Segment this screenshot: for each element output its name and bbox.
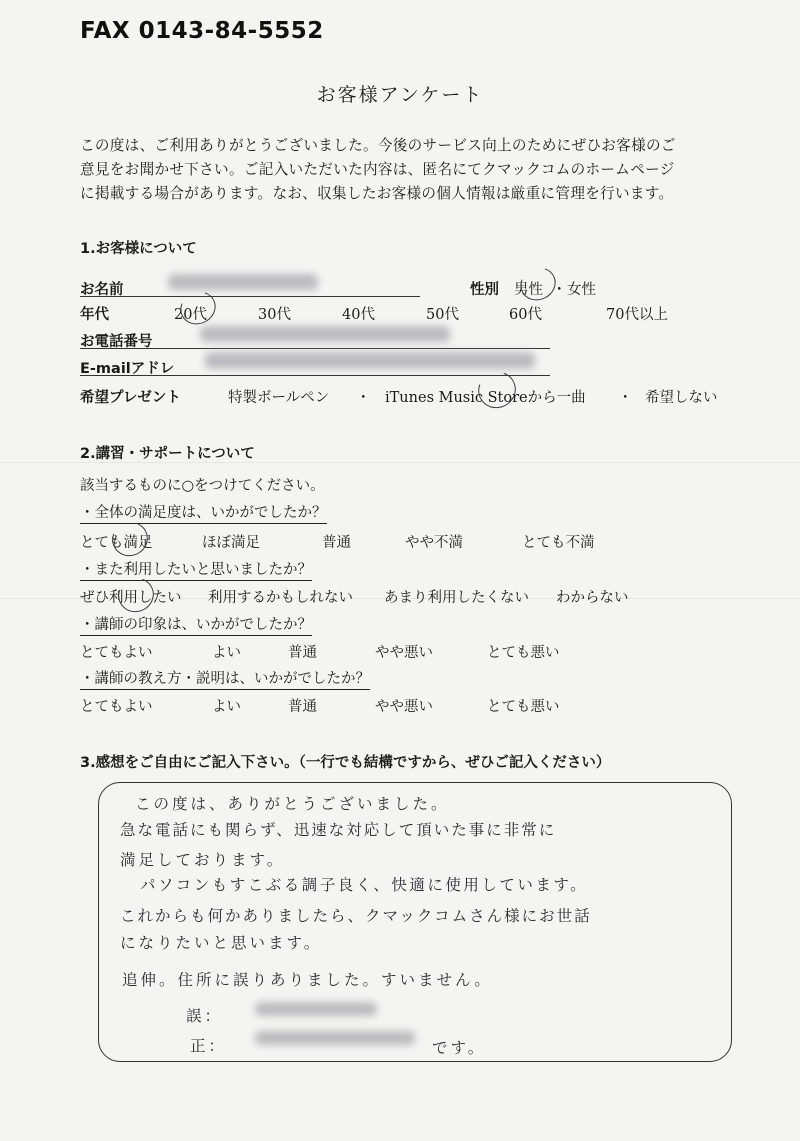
q2-option-maybe[interactable]: 利用するかもしれない xyxy=(208,590,353,606)
comment-line: 追伸。住所に誤りありました。すいません。 xyxy=(122,971,493,989)
q1-option-somewhat-dissatisfied[interactable]: やや不満 xyxy=(405,535,463,551)
q4-option-good[interactable]: よい xyxy=(212,699,241,715)
age-option-60s[interactable]: 60代 xyxy=(509,307,542,323)
section2-heading: 2.講習・サポートについて xyxy=(80,446,255,462)
gender-label: 性別 xyxy=(470,282,499,298)
comment-line: これからも何かありましたら、クマックコムさん様にお世話 xyxy=(120,907,592,925)
comment-line: 満足しております。 xyxy=(120,851,286,869)
handwritten-circle-mark xyxy=(515,262,561,306)
q4-option-neutral[interactable]: 普通 xyxy=(288,699,317,715)
comment-line: パソコンもすこぶる調子良く、快適に使用しています。 xyxy=(140,876,589,894)
q4-option-very-bad[interactable]: とても悪い xyxy=(487,699,560,715)
q3-option-somewhat-bad[interactable]: やや悪い xyxy=(375,645,433,661)
q1-option-very-dissatisfied[interactable]: とても不満 xyxy=(522,535,595,551)
comment-line: 急な電話にも関らず、迅速な対応して頂いた事に非常に xyxy=(120,821,557,839)
intro-line: 意見をお聞かせ下さい。ご記入いただいた内容は、匿名にてクマックコムのホームページ xyxy=(80,161,675,178)
q3-option-very-bad[interactable]: とても悪い xyxy=(487,645,560,661)
redacted-correct-address xyxy=(255,1031,415,1045)
question-instructor-impression: ・講師の印象は、いかがでしたか？ xyxy=(80,613,312,636)
q1-option-neutral[interactable]: 普通 xyxy=(322,535,351,551)
q1-option-mostly-satisfied[interactable]: ほぼ満足 xyxy=(202,535,260,551)
name-underline xyxy=(80,296,420,297)
present-separator: ・ xyxy=(618,390,633,406)
name-label: お名前 xyxy=(80,282,124,298)
comment-line: 誤： xyxy=(186,1007,224,1025)
section2-instruction: 該当するものに○をつけてください。 xyxy=(80,478,325,494)
comment-line: です。 xyxy=(432,1039,487,1057)
age-option-20s[interactable]: 20代 xyxy=(174,307,207,323)
q2-option-definitely[interactable]: ぜひ利用したい xyxy=(80,590,182,606)
intro-paragraph xyxy=(80,134,740,206)
comment-line: 正： xyxy=(190,1037,228,1055)
present-option-itunes[interactable]: iTunes Music Storeから一曲 xyxy=(385,390,586,406)
age-label: 年代 xyxy=(80,307,109,323)
comment-line: になりたいと思います。 xyxy=(120,934,323,952)
q2-option-not-really[interactable]: あまり利用したくない xyxy=(384,590,529,606)
q1-option-very-satisfied[interactable]: とても満足 xyxy=(80,535,153,551)
q4-option-very-good[interactable]: とてもよい xyxy=(80,699,153,715)
gender-male-option[interactable]: 男性 xyxy=(514,282,543,298)
section3-heading: 3.感想をご自由にご記入下さい。（一行でも結構ですから、ぜひご記入ください） xyxy=(80,755,611,771)
age-option-50s[interactable]: 50代 xyxy=(426,307,459,323)
redacted-wrong-address xyxy=(255,1002,377,1016)
fax-number: FAX 0143-84-5552 xyxy=(80,18,324,44)
email-underline xyxy=(80,375,550,376)
gender-female-option[interactable]: 女性 xyxy=(567,282,596,298)
question-use-again: ・また利用したいと思いましたか？ xyxy=(80,558,312,581)
gender-separator: ・ xyxy=(552,282,567,298)
comment-line: この度は、ありがとうございました。 xyxy=(135,795,450,813)
q3-option-very-good[interactable]: とてもよい xyxy=(80,645,153,661)
form-title: お客様アンケート xyxy=(316,84,484,106)
redacted-email xyxy=(205,352,535,369)
q2-option-dont-know[interactable]: わからない xyxy=(556,590,629,606)
handwritten-circle-mark xyxy=(472,366,522,415)
phone-label: お電話番号 xyxy=(80,334,153,350)
intro-line: に掲載する場合があります。なお、収集したお客様の個人情報は厳重に管理を行います。 xyxy=(80,185,674,202)
present-option-none[interactable]: 希望しない xyxy=(645,390,718,406)
age-option-70s-plus[interactable]: 70代以上 xyxy=(606,307,668,323)
age-option-40s[interactable]: 40代 xyxy=(342,307,375,323)
q3-option-good[interactable]: よい xyxy=(212,645,241,661)
age-option-30s[interactable]: 30代 xyxy=(258,307,291,323)
q4-option-somewhat-bad[interactable]: やや悪い xyxy=(375,699,433,715)
q3-option-neutral[interactable]: 普通 xyxy=(288,645,317,661)
phone-underline xyxy=(80,348,550,349)
redacted-phone xyxy=(200,326,450,342)
question-overall-satisfaction: ・全体の満足度は、いかがでしたか？ xyxy=(80,501,327,524)
email-label: E-mailアドレ xyxy=(80,361,175,377)
intro-line: この度は、ご利用ありがとうございました。今後のサービス向上のためにぜひお客様のご xyxy=(80,137,676,154)
section1-heading: 1.お客様について xyxy=(80,241,197,257)
question-instructor-teaching: ・講師の教え方・説明は、いかがでしたか？ xyxy=(80,667,370,690)
redacted-name xyxy=(168,274,318,290)
present-separator: ・ xyxy=(356,390,371,406)
present-label: 希望プレゼント xyxy=(80,390,181,406)
present-option-pen[interactable]: 特製ボールペン xyxy=(228,390,330,406)
